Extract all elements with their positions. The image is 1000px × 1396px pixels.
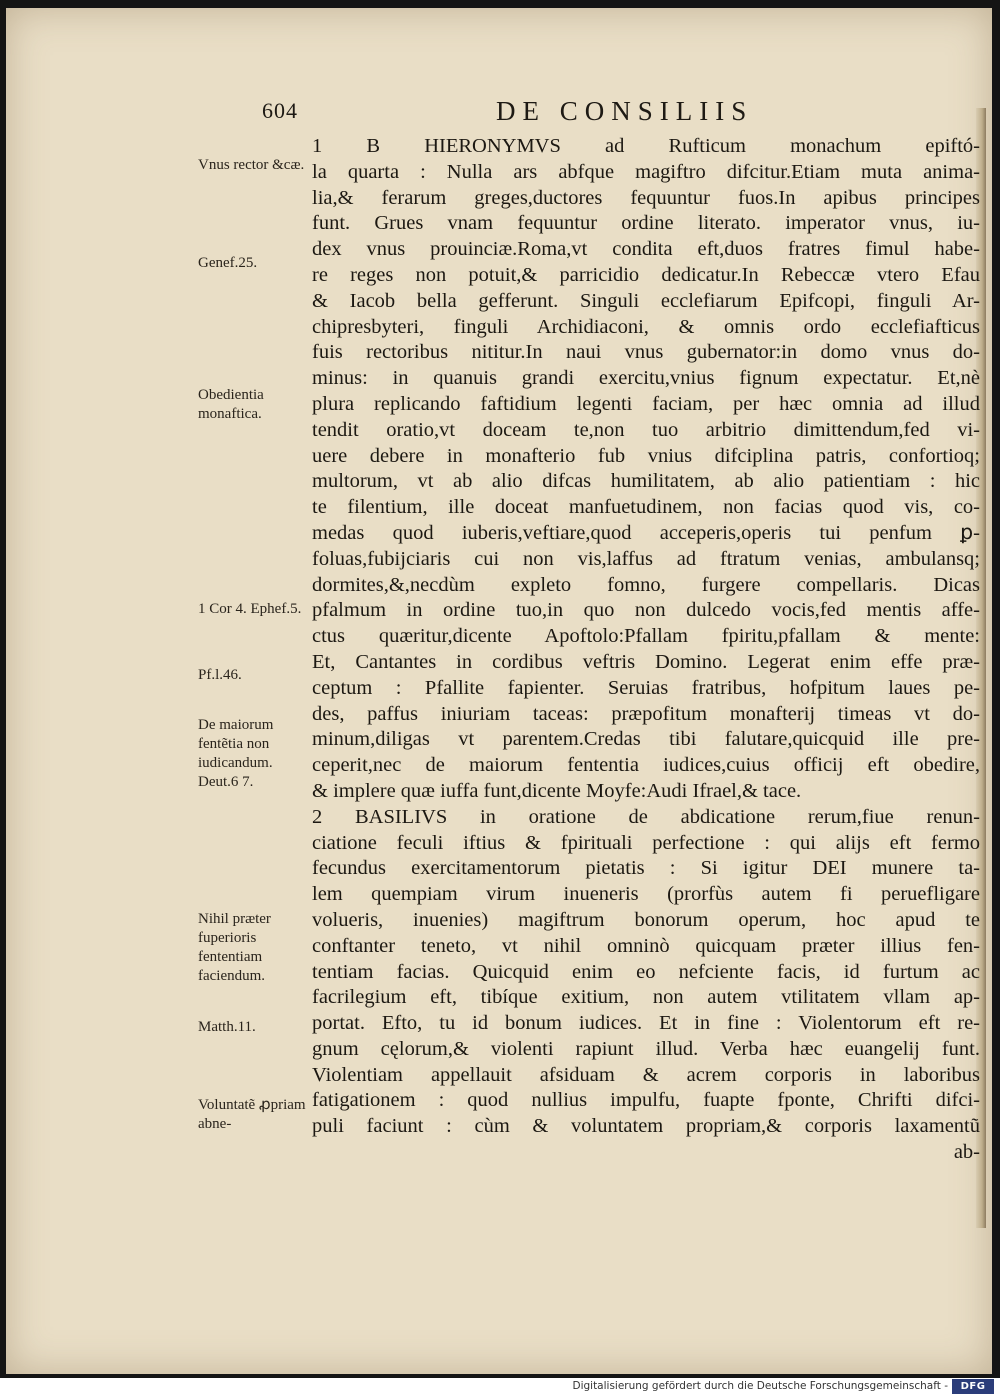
text-line: re reges non potuit,& parricidio dedicatur.In Rebeccæ vtero Efau: [312, 263, 980, 286]
text-line: volueris, inuenies) magiftrum bonorum operum, hoc apud te: [312, 908, 980, 931]
text-line: uere debere in monafterio fub vnius difciplina patris, confortioq;: [312, 444, 980, 467]
text-line: 2 BASILIVS in oratione de abdicatione rerum,fiue renun-: [312, 805, 980, 828]
margin-note: 1 Cor 4. Ephef.5.: [198, 601, 302, 617]
text-line: ceptum : Pfallite fapienter. Seruias fratribus, hofpitum laues pe-: [312, 676, 980, 699]
margin-note: De maiorum fentẽtia non iudicandum. Deut.6 7.: [198, 717, 274, 790]
text-line: & Iacob bella gefferunt. Singuli ecclefiarum Epifcopi, finguli Ar-: [312, 289, 980, 312]
text-line: multorum, vt ab alio difcas humilitatem, ab alio patientiam : hic: [312, 470, 980, 493]
text-line: minus: in quanuis grandi exercitu,vnius fignum expectatur. Et,nè: [312, 367, 980, 390]
margin-note: Matth.11.: [198, 1019, 256, 1035]
text-line: & implere quæ iuffa funt,dicente Moyfe:Audi Ifrael,& tace.: [312, 779, 802, 802]
text-line: conftanter teneto, vt nihil omninò quicquam præter illius fen-: [312, 934, 980, 957]
text-line: medas quod iuberis,veftiare,quod acceperis,operis tui penfum ꝑ-: [312, 521, 980, 544]
margin-note: Genef.25.: [198, 255, 258, 271]
digitization-footer: [0, 1378, 1000, 1396]
page-header: [262, 96, 822, 132]
page-number: 604: [262, 98, 298, 123]
margin-note: Nihil præter fuperioris fententiam faciendum.: [198, 911, 271, 984]
text-line: portat. Efto, tu id bonum iudices. Et in fine : Violentorum eft re-: [312, 1012, 980, 1035]
text-line: chipresbyteri, finguli Archidiaconi, & omnis ordo ecclefiafticus: [312, 315, 980, 338]
margin-note: Pf.l.46.: [198, 667, 242, 683]
text-line: funt. Grues vnam fequuntur ordine literato. imperator vnus, iu-: [312, 212, 980, 235]
text-line: des, paffus iniuriam taceas: præpofitum monafterij timeas vt do-: [312, 702, 980, 725]
text-line: Violentiam appellauit afsiduam & acrem corporis in laboribus: [312, 1063, 980, 1086]
text-line: gnum cęlorum,& violenti rapiunt illud. Verba hæc euangelij funt.: [312, 1037, 980, 1060]
margin-note: Voluntatẽ ꝓpriam abne-: [198, 1097, 306, 1132]
text-line: minum,diligas vt parentem.Credas tibi falutare,quicquid ille pre-: [312, 728, 980, 751]
margin-note: Vnus rector &cæ.: [198, 157, 305, 173]
catchword: ab-: [953, 1141, 980, 1164]
funding-credit: Digitalisierung gefördert durch die Deutsche Forschungsgemeinschaft -: [572, 1380, 948, 1392]
text-line: 1 B HIERONYMVS ad Rufticum monachum epiftó-: [312, 135, 980, 157]
text-line: foluas,fubijciaris cui non vis,laffus ad ftratum venias, ambulansq;: [312, 547, 980, 570]
text-line: fatigationem : quod nullius impulfu, fuapte fponte, Chrifti difci-: [312, 1089, 980, 1112]
text-line: fuis rectoribus nititur.In naui vnus gubernator:in domo vnus do-: [312, 341, 980, 364]
body-text: [312, 134, 980, 1166]
text-line: dex vnus prouinciæ.Roma,vt condita eft,duos fratres fimul habe-: [312, 238, 980, 261]
text-line: plura replicando faftidium legenti faciam, per hæc omnia ad illud: [312, 392, 980, 415]
text-line: facrilegium eft, tibíque exitium, non autem vtilitatem vllam ap-: [312, 986, 980, 1009]
text-line: tentiam facias. Quicquid enim eo nefciente facis, id furtum ac: [312, 960, 980, 983]
text-line: puli faciunt : cùm & voluntatem propriam,& corporis laxamentũ: [312, 1115, 980, 1138]
text-line: dormites,&,necdùm expleto fomno, furgere compellaris. Dicas: [312, 573, 980, 596]
text-line: pfalmum in ordine tuo,in quo non dulcedo vocis,fed mentis affe-: [312, 599, 980, 622]
text-line: te filentium, ille doceat manfuetudinem, non facias quod vis, co-: [312, 496, 980, 519]
dfg-logo: DFG: [952, 1379, 994, 1394]
text-line: fecundus exercitamentorum pietatis : Si igitur DEI munere ta-: [312, 857, 980, 880]
running-title: DE CONSILIIS: [496, 96, 754, 126]
margin-note: Obedientia monaftica.: [198, 387, 264, 422]
text-line: la quarta : Nulla ars abfque magiftro difcitur.Etiam muta anima-: [312, 160, 980, 183]
text-line: lem quempiam virum inueneris (prorfùs autem fi peruefligare: [312, 883, 980, 906]
text-line: Et, Cantantes in cordibus veftris Domino. Legerat enim effe præ-: [312, 650, 980, 673]
text-line: ciatione feculi iftius & fpirituali perfectione : qui alijs eft fermo: [312, 831, 980, 854]
text-line: ctus quæritur,dicente Apoftolo:Pfallam fpiritu,pfallam & mente:: [312, 625, 980, 648]
text-line: tendit oratio,vt doceam te,non tuo arbitrio dimittendum,fed vi-: [312, 418, 980, 441]
text-line: lia,& ferarum greges,ductores fequuntur fuos.In apibus principes: [312, 186, 980, 209]
text-line: ceperit,nec de maiorum fententia iudices,cuius officij eft obedire,: [312, 754, 980, 777]
